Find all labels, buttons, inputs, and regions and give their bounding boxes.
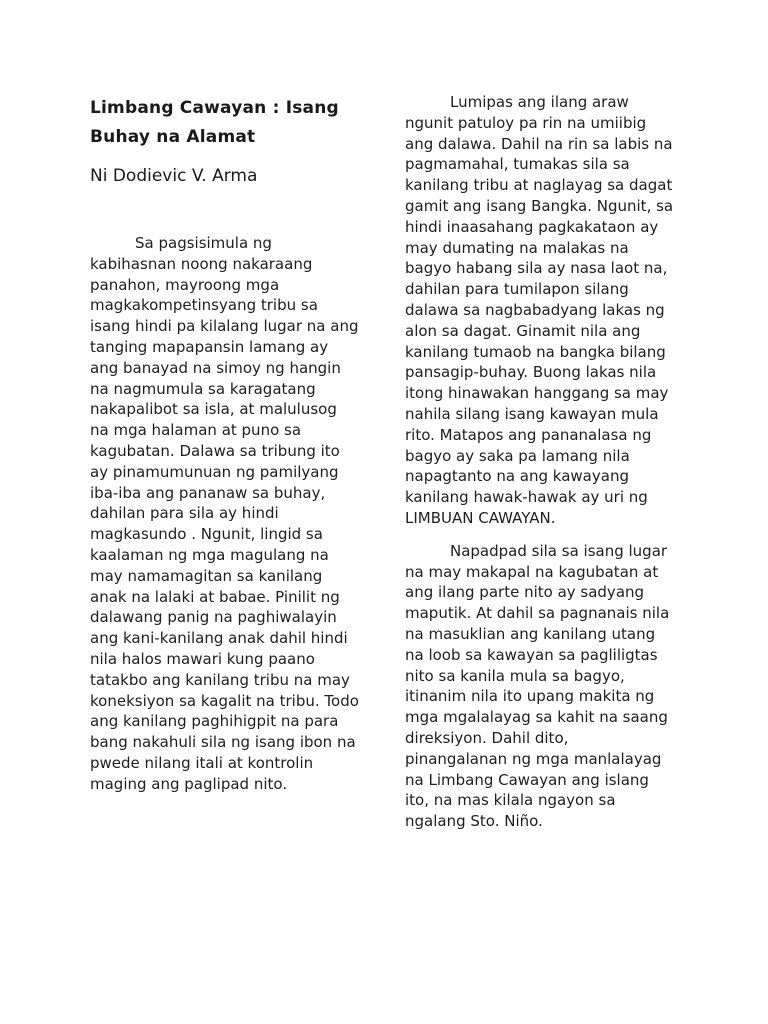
text-line: ang kanilang paghihigpit na para [90, 712, 339, 731]
text-line: magkakompetinsyang tribu sa [90, 296, 318, 315]
author-byline: Ni Dodievic V. Arma [90, 166, 258, 186]
text-line: kabihasnan noong nakaraang [90, 254, 313, 273]
text-line: na may makapal na kagubatan at [405, 562, 659, 581]
text-line: may dumating na malakas na [405, 238, 629, 257]
text-line: panahon, mayroong mga [90, 275, 280, 294]
text-line: anak na lalaki at babae. Pinilit ng [90, 587, 340, 606]
title-line: Buhay na Alamat [90, 127, 256, 147]
text-line: napagtanto na ang kawayang [405, 467, 629, 486]
text-line: pinangalanan ng mga manlalayag [405, 749, 662, 768]
paragraph-1 [90, 233, 380, 795]
text-line: Sa pagsisimula ng [135, 234, 272, 252]
text-line: ito, na mas kilala ngayon sa [405, 791, 616, 810]
text-line: bang nakahuli sila ng isang ibon na [90, 733, 356, 752]
text-line: kanilang tribu at naglayag sa dagat [405, 176, 673, 195]
text-line: nito sa kanila mula sa bagyo, [405, 666, 625, 685]
text-line: magkasundo . Ngunit, lingid sa [90, 525, 323, 544]
left-column [90, 94, 380, 795]
text-line: na masuklian ang kanilang utang [405, 624, 656, 643]
text-line: dalawa sa nagbabadyang lakas ng [405, 300, 665, 319]
text-line: na nagmumula sa karagatang [90, 379, 316, 398]
text-line: may namamagitan sa kanilang [90, 566, 323, 585]
right-column [405, 92, 705, 832]
paragraph-3 [405, 541, 705, 832]
text-line: kaalaman ng mga magulang na [90, 545, 329, 564]
text-line: kanilang tumaob na bangka bilang [405, 342, 666, 361]
text-line: Lumipas ang ilang araw [450, 93, 629, 111]
text-line: kanilang hawak-hawak ay uri ng [405, 488, 648, 507]
text-line: iba-iba ang pananaw sa buhay, [90, 483, 326, 502]
text-line: kagubatan. Dalawa sa tribung ito [90, 441, 340, 460]
text-line: pansagip-buhay. Buong lakas nila [405, 363, 657, 382]
text-line: na Limbang Cawayan ang islang [405, 770, 649, 789]
text-line: ay pinamumunuan ng pamilyang [90, 462, 339, 481]
text-line: bagyo habang sila ay nasa laot na, [405, 259, 668, 278]
text-line: ang banayad na simoy ng hangin [90, 358, 341, 377]
text-line: LIMBUAN CAWAYAN. [405, 508, 556, 527]
text-line: nakapalibot sa isla, at malulusog [90, 400, 337, 419]
text-line: tatakbo ang kanilang tribu na may [90, 670, 350, 689]
text-line: nahila silang isang kawayan mula [405, 404, 659, 423]
text-line: dahilan para tumilapon silang [405, 280, 629, 299]
text-line: itinanim nila ito upang makita ng [405, 687, 655, 706]
text-line: na loob sa kawayan sa pagliligtas [405, 645, 658, 664]
text-line: direksiyon. Dahil dito, [405, 728, 569, 747]
text-line: mga mgalalayag sa kahit na saang [405, 708, 668, 727]
text-line: pagmamahal, tumakas sila sa [405, 155, 630, 174]
text-line: Napadpad sila sa isang lugar [450, 541, 668, 560]
text-line: ang kani-kanilang anak dahil hindi [90, 629, 348, 648]
text-line: ngalang Sto. Niño. [405, 812, 543, 831]
paragraph-2 [405, 92, 705, 529]
text-line: itong hinawakan hanggang sa may [405, 384, 669, 403]
text-line: ang ilang parte nito ay sadyang [405, 583, 645, 602]
text-line: tanging mapapansin lamang ay [90, 337, 329, 356]
text-line: hindi inaasahang pagkakataon ay [405, 217, 659, 236]
text-line: maputik. At dahil sa pagnanais nila [405, 604, 670, 623]
text-line: dalawang panig na paghiwalayin [90, 608, 337, 627]
text-line: bagyo ay saka pa lamang nila [405, 446, 630, 465]
text-line: pwede nilang itali at kontrolin [90, 753, 314, 772]
text-line: ang dalawa. Dahil na rin sa labis na [405, 134, 673, 153]
text-line: koneksiyon sa kagalit na tribu. Todo [90, 691, 359, 710]
text-line: gamit ang isang Bangka. Ngunit, sa [405, 196, 674, 215]
text-line: dahilan para sila ay hindi [90, 504, 279, 523]
text-line: isang hindi pa kilalang lugar na ang [90, 317, 359, 336]
document-title [90, 94, 380, 152]
text-line: ngunit patuloy pa rin na umiibig [405, 113, 647, 132]
text-line: rito. Matapos ang pananalasa ng [405, 425, 652, 444]
text-line: nila halos mawari kung paano [90, 649, 315, 668]
text-line: alon sa dagat. Ginamit nila ang [405, 321, 641, 340]
title-line: Limbang Cawayan : Isang [90, 98, 339, 118]
text-line: maging ang paglipad nito. [90, 774, 288, 793]
text-line: na mga halaman at puno sa [90, 421, 302, 440]
